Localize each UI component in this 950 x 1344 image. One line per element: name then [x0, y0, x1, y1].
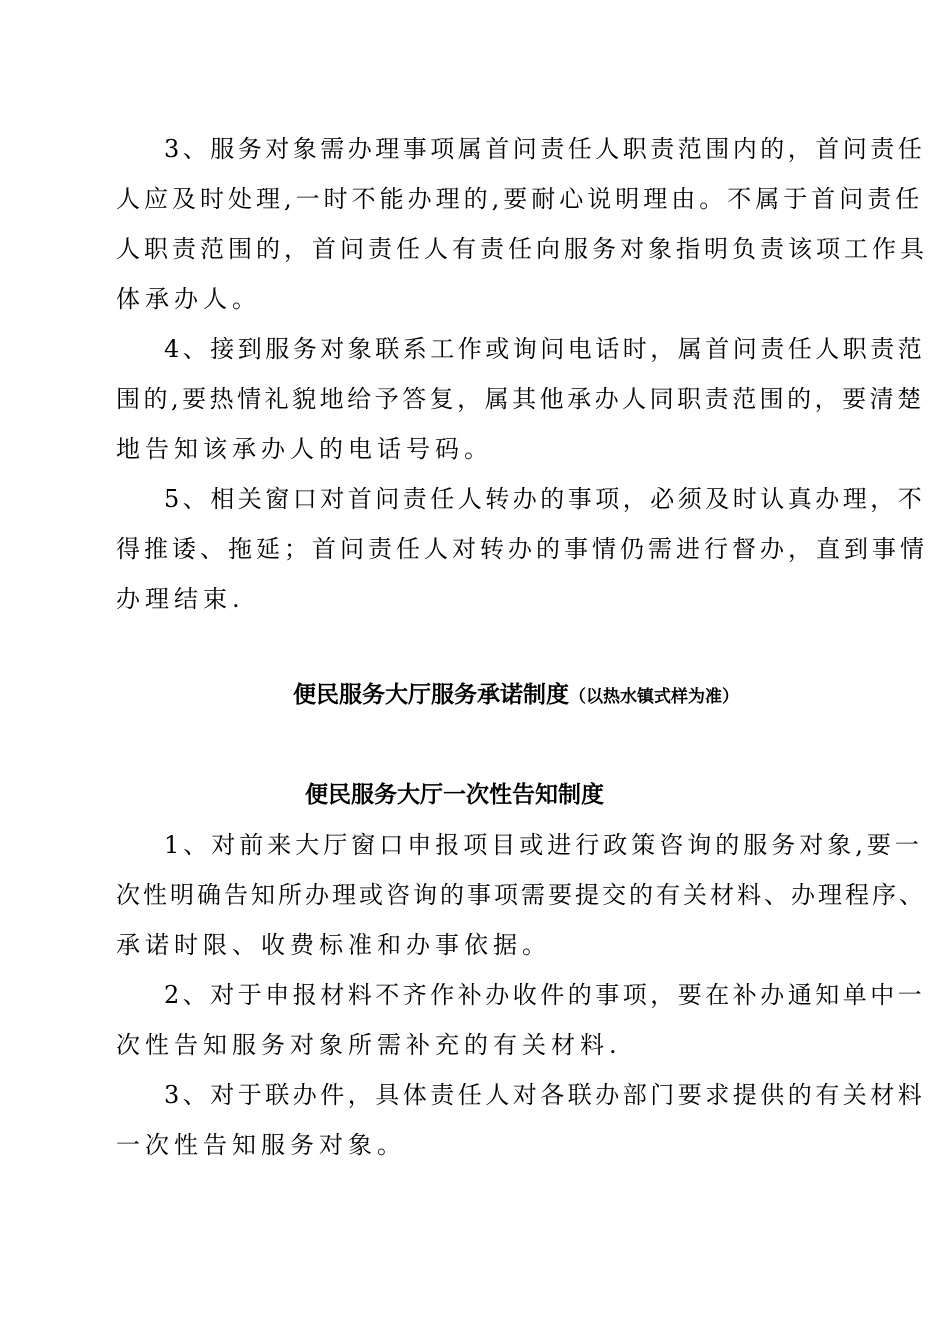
- paragraph-line: 体承办人。: [116, 285, 261, 313]
- paragraph-line: 得推诿、拖延；首问责任人对转办的事情仍需进行督办，直到事情: [116, 535, 928, 563]
- paragraph-line: 一次性告知服务对象。: [116, 1131, 406, 1159]
- paragraph-line: 5、相关窗口对首问责任人转办的事项，必须及时认真办理，不: [164, 485, 926, 513]
- paragraph-line: 人应及时处理,一时不能办理的,要耐心说明理由。不属于首问责任: [116, 185, 924, 213]
- paragraph-line: 承诺时限、收费标准和办事依据。: [116, 931, 551, 959]
- heading-title: 便民服务大厅服务承诺制度: [293, 682, 569, 708]
- paragraph-line: 2、对于申报材料不齐作补办收件的事项，要在补办通知单中一: [164, 981, 926, 1009]
- paragraph-line: 4、接到服务对象联系工作或询问电话时，属首问责任人职责范: [164, 335, 926, 363]
- paragraph-line: 3、对于联办件，具体责任人对各联办部门要求提供的有关材料: [164, 1081, 926, 1109]
- paragraph-line: 3、服务对象需办理事项属首问责任人职责范围内的，首问责任: [164, 135, 926, 163]
- paragraph-line: 1、对前来大厅窗口申报项目或进行政策咨询的服务对象,要一: [164, 831, 923, 859]
- paragraph-line: 办理结束.: [116, 585, 245, 613]
- heading-title: 便民服务大厅一次性告知制度: [305, 782, 604, 808]
- paragraph-line: 地告知该承办人的电话号码。: [116, 435, 493, 463]
- section-heading-commitment: [293, 680, 739, 712]
- paragraph-line: 人职责范围的，首问责任人有责任向服务对象指明负责该项工作具: [116, 235, 928, 263]
- paragraph-line: 次性告知服务对象所需补充的有关材料.: [116, 1031, 622, 1059]
- section-heading-notice: [305, 780, 604, 810]
- paragraph-line: 围的,要热情礼貌地给予答复，属其他承办人同职责范围的，要清楚: [116, 385, 925, 413]
- heading-note: （以热水镇式样为准）: [569, 687, 739, 707]
- paragraph-line: 次性明确告知所办理或咨询的事项需要提交的有关材料、办理程序、: [116, 881, 926, 909]
